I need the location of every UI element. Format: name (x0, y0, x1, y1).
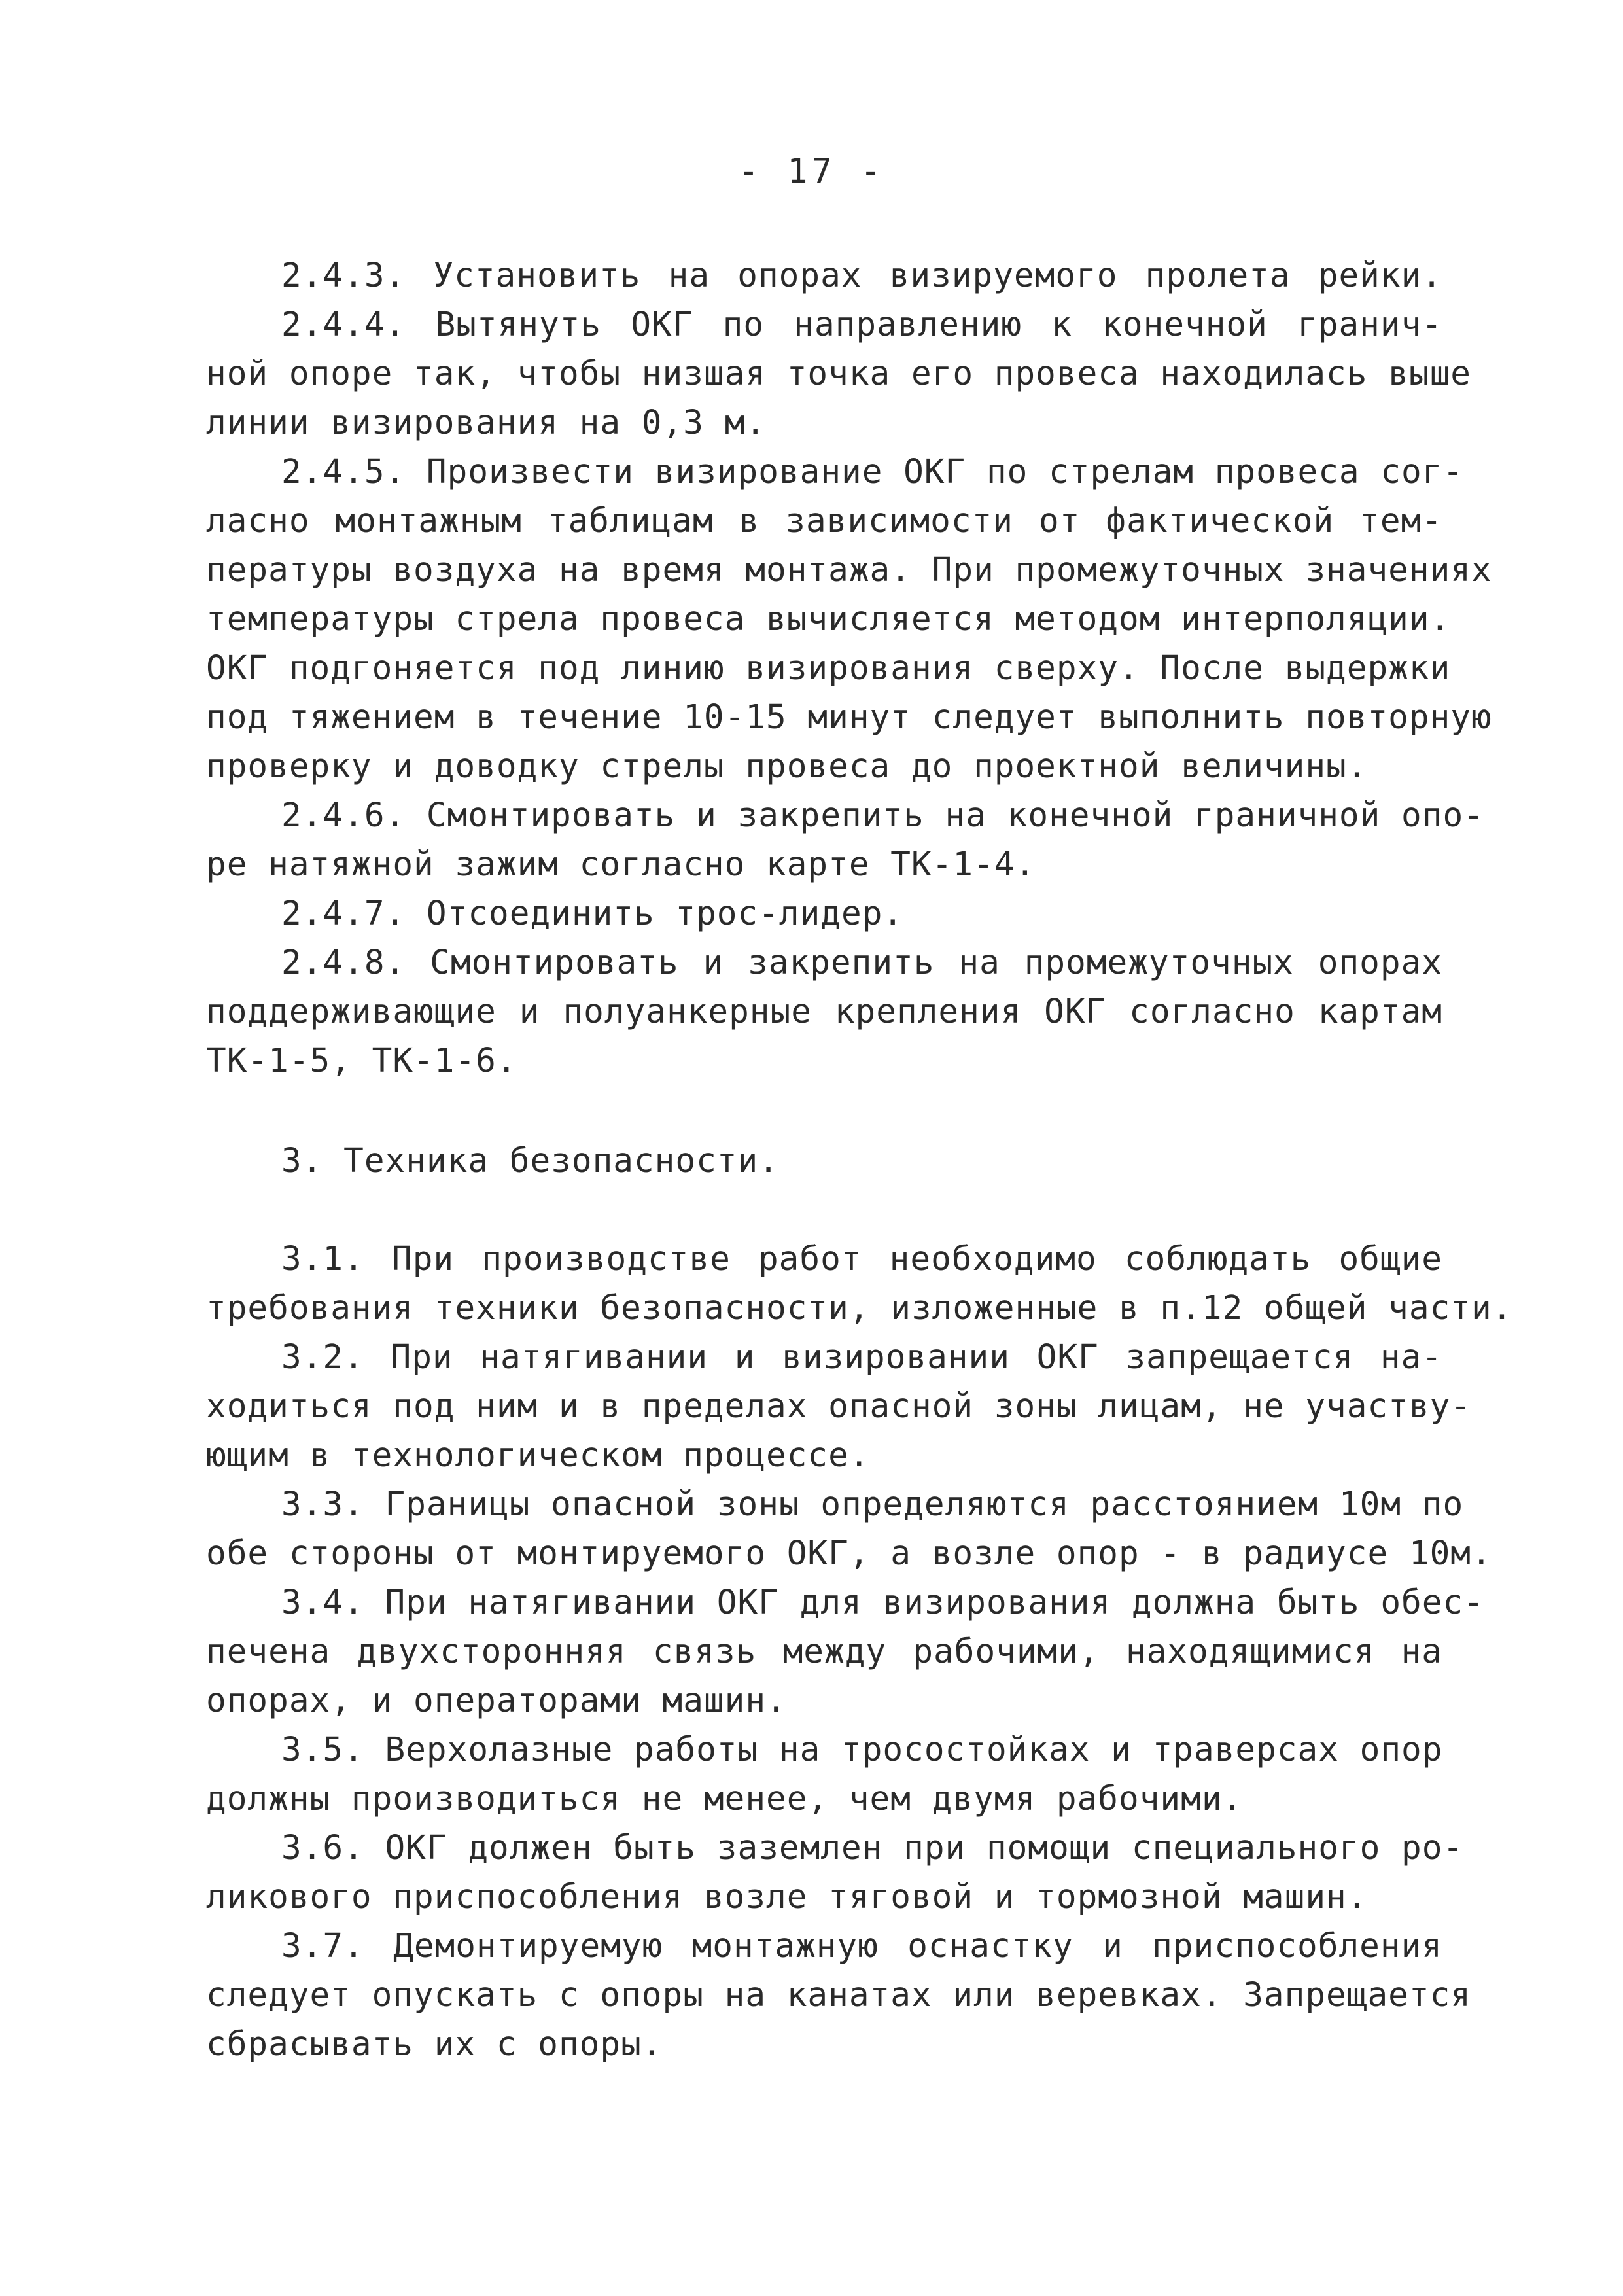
text-line: обе стороны от монтируемого ОКГ, а возле опор - в радиусе 10м. (206, 1534, 1492, 1573)
text-line: 2.4.4. Вытянуть ОКГ по направлению к конечной гранич- (281, 306, 1442, 344)
text-line: 2.4.6. Смонтировать и закрепить на конечной граничной опо- (281, 796, 1484, 835)
text-line: пературы воздуха на время монтажа. При промежуточных значениях (206, 551, 1492, 590)
text-line: 3.3. Границы опасной зоны определяются расстоянием 10м по (281, 1485, 1464, 1524)
text-line: 3.2. При натягивании и визировании ОКГ запрещается на- (281, 1338, 1442, 1377)
text-line: ласно монтажным таблицам в зависимости от фактической тем- (206, 502, 1442, 540)
section-heading: 3. Техника безопасности. (281, 1142, 779, 1180)
text-line: температуры стрела провеса вычисляется методом интерполяции. (206, 600, 1451, 639)
text-line: должны производиться не менее, чем двумя рабочими. (206, 1780, 1244, 1818)
text-line: 2.4.8. Смонтировать и закрепить на промежуточных опорах (281, 944, 1442, 982)
text-line: 3.1. При производстве работ необходимо соблюдать общие (281, 1240, 1442, 1279)
text-line: 3.5. Верхолазные работы на тросостойках и траверсах опор (281, 1731, 1443, 1769)
text-line: 2.4.5. Произвести визирование ОКГ по стрелам провеса сог- (281, 453, 1464, 491)
page-number: - 17 - (738, 152, 885, 191)
text-line: 2.4.7. Отсоединить трос-лидер. (281, 894, 904, 933)
text-line: поддерживающие и полуанкерные крепления ОКГ согласно картам (206, 993, 1442, 1031)
text-line: печена двухсторонняя связь между рабочими, находящимися на (206, 1633, 1442, 1671)
text-line: ной опоре так, чтобы низшая точка его провеса находилась выше (206, 355, 1471, 393)
text-line: ОКГ подгоняется под линию визирования сверху. После выдержки (206, 649, 1451, 688)
text-line: требования техники безопасности, изложенные в п.12 общей части. (206, 1289, 1513, 1328)
text-line: 3.6. ОКГ должен быть заземлен при помощи специального ро- (281, 1829, 1464, 1867)
text-line: ТК-1-5, ТК-1-6. (206, 1042, 517, 1080)
text-line: под тяжением в течение 10-15 минут следует выполнить повторную (206, 698, 1492, 737)
text-line: 2.4.3. Установить на опорах визируемого пролета рейки. (281, 256, 1442, 295)
text-line: линии визирования на 0,3 м. (206, 404, 767, 442)
text-line: опорах, и операторами машин. (206, 1682, 787, 1720)
text-line: 3.7. Демонтируемую монтажную оснастку и приспособления (281, 1927, 1442, 1966)
text-line: ходиться под ним и в пределах опасной зоны лицам, не участву- (206, 1387, 1471, 1426)
text-line: ликового приспособления возле тяговой и тормозной машин. (206, 1878, 1368, 1916)
text-line: ющим в технологическом процессе. (206, 1436, 870, 1475)
text-line: 3.4. При натягивании ОКГ для визирования должна быть обес- (281, 1583, 1484, 1622)
text-line: ре натяжной зажим согласно карте ТК-1-4. (206, 845, 1036, 884)
text-line: проверку и доводку стрелы провеса до проектной величины. (206, 747, 1368, 786)
text-line: следует опускать с опоры на канатах или веревках. Запрещается (206, 1976, 1471, 2015)
text-line: сбрасывать их с опоры. (206, 2025, 663, 2064)
